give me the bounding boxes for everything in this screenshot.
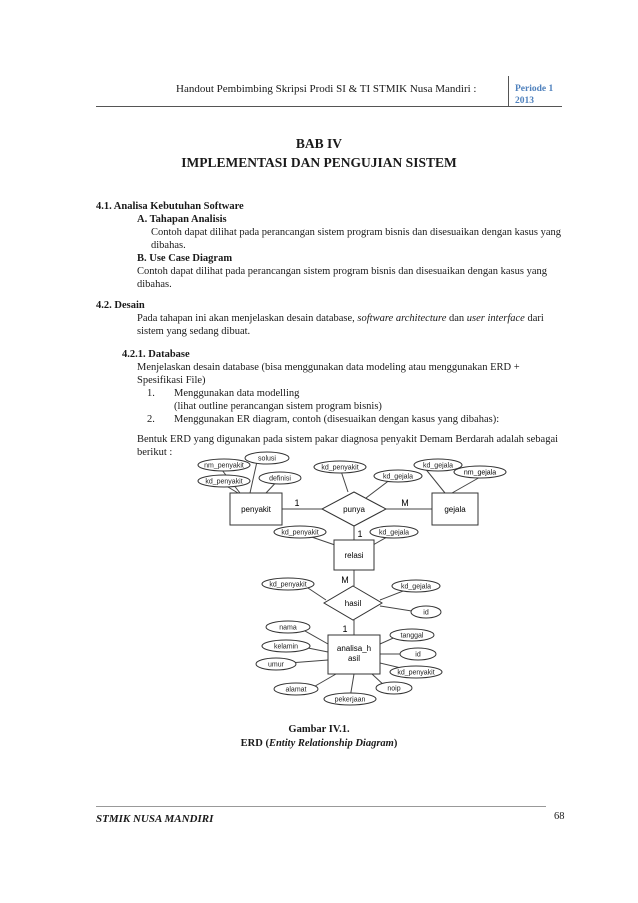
desain-text-b: software architecture xyxy=(357,313,447,324)
svg-text:umur: umur xyxy=(268,661,284,669)
list-item-1-text: Menggunakan data modelling xyxy=(174,388,300,399)
period-label: Periode 1 xyxy=(515,84,554,94)
subsection-a-line2: dibahas. xyxy=(151,240,186,251)
svg-text:kd_penyakit: kd_penyakit xyxy=(397,669,435,677)
relationship-punya xyxy=(322,492,386,526)
attr-kd-penyakit-3 xyxy=(274,526,326,538)
attr-kelamin xyxy=(262,640,310,652)
attr-kd-penyakit-2 xyxy=(314,461,366,473)
subsection-b-heading: B. Use Case Diagram xyxy=(137,253,233,264)
attr-id-1 xyxy=(411,606,441,618)
desain-text-e: dari xyxy=(524,313,544,324)
attr-umur xyxy=(256,658,296,670)
header-period xyxy=(515,83,553,107)
list-item-2-text: Menggunakan ER diagram, contoh (disesuaikan dengan kasus yang dibahas): xyxy=(174,414,500,425)
relationship-hasil xyxy=(324,586,382,620)
svg-text:solusi: solusi xyxy=(258,455,276,463)
svg-text:noip: noip xyxy=(387,685,401,693)
figure-caption-line2 xyxy=(0,738,638,749)
list-item-1-number: 1. xyxy=(147,388,155,399)
list-item-1-sub: (lihat outline perancangan sistem program bisnis) xyxy=(174,401,382,412)
desain-text-d: user interface xyxy=(466,313,525,324)
header-title: Handout Pembimbing Skripsi Prodi SI & TI STMIK Nusa Mandiri : xyxy=(176,83,477,95)
attr-kd-gejala-1 xyxy=(374,470,422,482)
caption-erd-b: Entity Relationship Diagram xyxy=(268,738,394,749)
attr-solusi xyxy=(245,452,289,464)
card-penyakit-one: 1 xyxy=(294,498,300,508)
subsection-b-line2: dibahas. xyxy=(137,279,172,290)
svg-text:kd_gejala: kd_gejala xyxy=(379,529,409,537)
list-item-2-number: 2. xyxy=(147,414,155,425)
svg-text:kd_penyakit: kd_penyakit xyxy=(281,529,319,537)
entity-penyakit xyxy=(230,493,282,525)
entity-gejala xyxy=(432,493,478,525)
page-number: 68 xyxy=(554,811,565,822)
svg-text:pekerjaan: pekerjaan xyxy=(334,696,366,704)
attr-id-2 xyxy=(400,648,436,660)
footer-rule xyxy=(96,806,546,807)
attr-tanggal xyxy=(390,629,434,641)
erd-intro-line1: Bentuk ERD yang digunakan pada sistem pakar diagnosa penyakit Demam Berdarah adalah sebagai xyxy=(137,434,559,445)
chapter-title: IMPLEMENTASI DAN PENGUJIAN SISTEM xyxy=(181,155,457,170)
erd-diagram xyxy=(190,448,466,710)
attr-kd-penyakit-1 xyxy=(198,475,250,487)
erd-intro-line2: berikut : xyxy=(137,447,173,458)
svg-text:definisi: definisi xyxy=(269,475,291,483)
section-4-2-line1 xyxy=(137,312,544,325)
svg-text:kd_penyakit: kd_penyakit xyxy=(321,464,359,472)
card-gejala-many: M xyxy=(401,498,409,508)
svg-text:id: id xyxy=(423,609,429,617)
attr-kd-penyakit-5 xyxy=(390,666,442,678)
figure-caption-line1: Gambar IV.1. xyxy=(288,724,350,735)
entity-analisa-hasil xyxy=(328,635,380,674)
chapter-number: BAB IV xyxy=(295,136,343,151)
entity-analisa-label-2: asil xyxy=(347,654,361,663)
svg-text:kd_gejala: kd_gejala xyxy=(423,462,453,470)
svg-text:kelamin: kelamin xyxy=(273,643,299,651)
database-line1: Menjelaskan desain database (bisa menggunakan data modeling atau menggunakan ERD + xyxy=(137,362,520,373)
entity-gejala-label: gejala xyxy=(444,505,466,514)
header-divider xyxy=(508,76,509,106)
attr-kd-penyakit-4 xyxy=(262,578,314,590)
entity-analisa-label-1: analisa_h xyxy=(336,644,372,653)
attr-noip xyxy=(376,682,412,694)
attr-alamat xyxy=(274,683,318,695)
attr-nama xyxy=(266,621,310,633)
section-4-2-heading: 4.2. Desain xyxy=(96,300,145,311)
svg-text:tanggal: tanggal xyxy=(400,632,424,640)
header-rule xyxy=(96,106,562,107)
database-line2: Spesifikasi File) xyxy=(137,375,206,386)
svg-text:nama: nama xyxy=(279,624,297,632)
card-analisa-one: 1 xyxy=(342,624,348,634)
subsection-b-line1: Contoh dapat dilihat pada perancangan sistem program bisnis dan disesuaikan dengan kasus yang xyxy=(137,266,547,277)
relationship-hasil-label: hasil xyxy=(344,599,362,608)
entity-relasi xyxy=(334,540,374,570)
card-relasi-one: 1 xyxy=(357,529,363,539)
desain-text-a: Pada tahapan ini akan menjelaskan desain database, xyxy=(137,313,358,324)
subsection-a-line1: Contoh dapat dilihat pada perancangan sistem program bisnis dan disesuaikan dengan kasus yang xyxy=(151,227,561,238)
attr-kd-gejala-3 xyxy=(370,526,418,538)
period-year: 2013 xyxy=(515,96,534,106)
card-hasil-many: M xyxy=(341,575,349,585)
svg-text:nm_penyakit: nm_penyakit xyxy=(204,462,244,470)
section-4-1-heading: 4.1. Analisa Kebutuhan Software xyxy=(96,201,244,212)
attr-kd-gejala-4 xyxy=(392,580,440,592)
relationship-punya-label: punya xyxy=(343,505,365,514)
svg-text:kd_gejala: kd_gejala xyxy=(401,583,431,591)
svg-text:kd_gejala: kd_gejala xyxy=(383,473,413,481)
attr-pekerjaan xyxy=(324,693,376,705)
svg-text:kd_penyakit: kd_penyakit xyxy=(269,581,307,589)
attr-definisi xyxy=(259,472,301,484)
svg-text:kd_penyakit: kd_penyakit xyxy=(205,478,243,486)
desain-text-c: dan xyxy=(446,313,467,324)
subsection-a-heading: A. Tahapan Analisis xyxy=(137,214,227,225)
footer-institution: STMIK NUSA MANDIRI xyxy=(96,813,214,825)
svg-text:id: id xyxy=(415,651,421,659)
section-4-2-1-heading: 4.2.1. Database xyxy=(122,349,190,360)
section-4-2-line2: sistem yang sedang dibuat. xyxy=(137,326,251,337)
caption-erd-a: ERD ( xyxy=(240,738,269,749)
caption-erd-c: ) xyxy=(393,738,398,749)
attr-nm-penyakit xyxy=(198,459,250,471)
svg-text:alamat: alamat xyxy=(285,686,307,694)
entity-relasi-label: relasi xyxy=(344,551,364,560)
entity-penyakit-label: penyakit xyxy=(241,505,271,514)
attr-nm-gejala-ellipse xyxy=(450,464,510,480)
attr-nm-gejala-label: nm_gejala xyxy=(463,469,497,477)
